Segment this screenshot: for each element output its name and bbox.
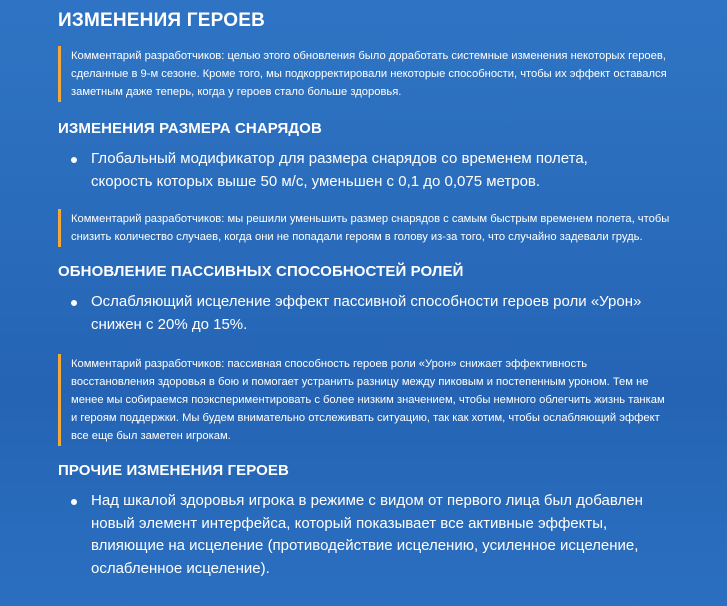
bullet-icon [71,300,77,306]
bullet-list-other-changes [58,490,707,580]
bullet-icon [71,157,77,163]
list-item [58,490,651,580]
developer-comment-role-passives: Комментарий разработчиков: пассивная способность героев роли «Урон» снижает эффективность восстановления здоровья в бою и помогает устранить разницу между пиковым и постепенным уроном. Тем не менее мы собираемся поэкспериментировать с более низким значением, чтобы немного облегчить жизнь танкам и героям поддержки. Мы будем внимательно отслеживать ситуацию, так как хотим, чтобы ослабляющий эффект все еще был заметен игрокам. [58,354,673,446]
bullet-icon [71,499,77,505]
developer-comment-intro: Комментарий разработчиков: целью этого обновления было доработать системные изменения некоторых героев, сделанные в 9-м сезоне. Кроме того, мы подкорректировали некоторые способности, чтобы их эффект оставался заметным даже теперь, когда у героев стало больше здоровья. [58,46,673,102]
developer-comment-projectile-size: Комментарий разработчиков: мы решили уменьшить размер снарядов с самым быстрым временем полета, чтобы снизить количество случаев, когда они не попадали героям в голову из-за того, что случайно задевали грудь. [58,209,673,247]
list-item [58,291,651,336]
bullet-list-projectile-size [58,148,707,193]
page-title: ИЗМЕНЕНИЯ ГЕРОЕВ [58,10,266,31]
section-title-projectile-size: ИЗМЕНЕНИЯ РАЗМЕРА СНАРЯДОВ [58,120,322,137]
section-title-other-changes: ПРОЧИЕ ИЗМЕНЕНИЯ ГЕРОЕВ [58,462,289,479]
bullet-text: Ослабляющий исцеление эффект пассивной способности героев роли «Урон» снижен с 20% до 15%. [91,293,642,333]
bullet-text: Глобальный модификатор для размера снарядов со временем полета, скорость которых выше 50 м/с, уменьшен с 0,1 до 0,075 метров. [91,150,588,190]
list-item [58,148,651,193]
section-title-role-passives: ОБНОВЛЕНИЕ ПАССИВНЫХ СПОСОБНОСТЕЙ РОЛЕЙ [58,263,464,280]
bullet-text: Над шкалой здоровья игрока в режиме с видом от первого лица был добавлен новый элемент интерфейса, который показывает все активные эффекты, влияющие на исцеление (противодействие исцелению, усиленное исцеление, ослабленное исцеление). [91,492,643,577]
bullet-list-role-passives [58,291,707,336]
